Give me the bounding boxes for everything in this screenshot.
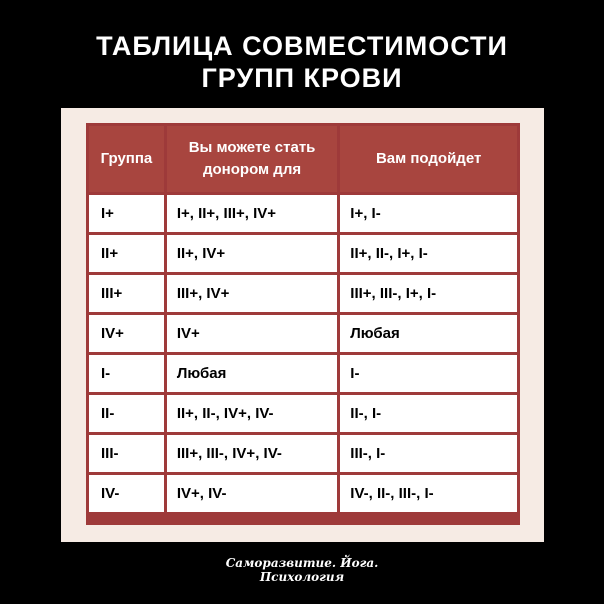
page-title bbox=[0, 30, 604, 94]
cell-donor-for: III+, IV+ bbox=[167, 275, 337, 312]
footer-line-2: Психология bbox=[259, 570, 345, 584]
cell-donor-for: III+, III-, IV+, IV- bbox=[167, 435, 337, 472]
cell-group: IV- bbox=[89, 475, 164, 512]
cell-group: I+ bbox=[89, 195, 164, 232]
cell-group: IV+ bbox=[89, 315, 164, 352]
cell-donor-for: Любая bbox=[167, 355, 337, 392]
cell-group: III- bbox=[89, 435, 164, 472]
table-card bbox=[61, 108, 544, 542]
cell-group: II- bbox=[89, 395, 164, 432]
cell-suits-you: I- bbox=[340, 355, 517, 392]
title-line-2: ГРУПП КРОВИ bbox=[201, 63, 403, 93]
header-suits-you: Вам подойдет bbox=[340, 126, 517, 192]
compatibility-table-frame bbox=[86, 123, 520, 525]
cell-donor-for: IV+ bbox=[167, 315, 337, 352]
cell-suits-you: IV-, II-, III-, I- bbox=[340, 475, 517, 512]
header-group: Группа bbox=[89, 126, 164, 192]
table-row bbox=[89, 475, 517, 512]
header-donor-for-line-2: донором для bbox=[203, 161, 302, 178]
table-row bbox=[89, 195, 517, 232]
table-row bbox=[89, 235, 517, 272]
table-body bbox=[89, 195, 517, 512]
cell-donor-for: II+, II-, IV+, IV- bbox=[167, 395, 337, 432]
header-donor-for bbox=[167, 126, 337, 192]
table-row bbox=[89, 315, 517, 352]
cell-group: III+ bbox=[89, 275, 164, 312]
cell-group: I- bbox=[89, 355, 164, 392]
cell-donor-for: IV+, IV- bbox=[167, 475, 337, 512]
table-row bbox=[89, 435, 517, 472]
title-line-1: ТАБЛИЦА СОВМЕСТИМОСТИ bbox=[96, 31, 508, 61]
header-donor-for-line-1: Вы можете стать bbox=[188, 139, 316, 156]
cell-donor-for: II+, IV+ bbox=[167, 235, 337, 272]
cell-suits-you: III-, I- bbox=[340, 435, 517, 472]
cell-suits-you: Любая bbox=[340, 315, 517, 352]
cell-suits-you: I+, I- bbox=[340, 195, 517, 232]
cell-suits-you: II-, I- bbox=[340, 395, 517, 432]
table-header-row bbox=[89, 126, 517, 192]
cell-donor-for: I+, II+, III+, IV+ bbox=[167, 195, 337, 232]
cell-suits-you: III+, III-, I+, I- bbox=[340, 275, 517, 312]
footer-line-1: Саморазвитие. Йога. bbox=[225, 556, 379, 570]
table-row bbox=[89, 275, 517, 312]
table-row bbox=[89, 395, 517, 432]
cell-suits-you: II+, II-, I+, I- bbox=[340, 235, 517, 272]
cell-group: II+ bbox=[89, 235, 164, 272]
table-row bbox=[89, 355, 517, 392]
footer-logo bbox=[0, 556, 604, 584]
blood-compatibility-table bbox=[86, 123, 520, 515]
